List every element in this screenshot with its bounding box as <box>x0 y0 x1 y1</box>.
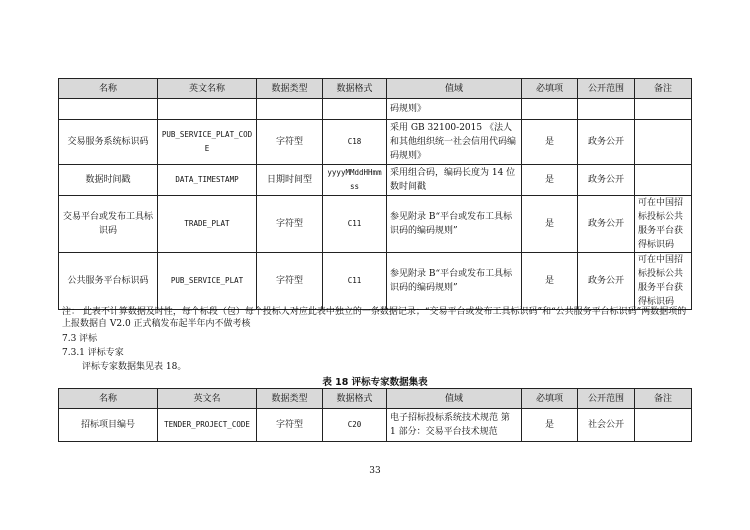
table-cell: 字符型 <box>257 253 323 310</box>
table-cell: 政务公开 <box>578 120 635 165</box>
table-cell: DATA_TIMESTAMP <box>158 165 257 196</box>
table-cell: 是 <box>522 253 578 310</box>
table-note: 注： 此表不计算数据及时性，每个标段（包）每个投标人对应此表中独立的一条数据记录；“交易平台或发布工具标识码”和“公共服务平台标识码”两数据项的上报数据自 V2.0 正式稿发布起半年内不做考核 <box>62 307 687 329</box>
table-cell <box>635 99 692 120</box>
table-cell: 字符型 <box>257 409 323 442</box>
header-cell: 备注 <box>635 79 692 99</box>
header-cell: 备注 <box>635 389 692 409</box>
table-cell: 公共服务平台标识码 <box>59 253 158 310</box>
table-cell: 政务公开 <box>578 165 635 196</box>
header-cell: 必填项 <box>522 79 578 99</box>
table-header-row <box>59 79 692 99</box>
header-cell: 值域 <box>387 79 522 99</box>
data-table-continued <box>58 78 692 310</box>
table-cell: 政务公开 <box>578 253 635 310</box>
table-cell <box>578 99 635 120</box>
table-caption: 表 18 评标专家数据集表 <box>322 377 428 388</box>
table-cell: TENDER_PROJECT_CODE <box>158 409 257 442</box>
table-cell: 招标项目编号 <box>59 409 158 442</box>
table-row <box>59 409 692 442</box>
header-cell: 名称 <box>59 389 158 409</box>
table-row <box>59 253 692 310</box>
table-cell: 社会公开 <box>578 409 635 442</box>
table-cell: C20 <box>323 409 387 442</box>
table-cell <box>257 99 323 120</box>
table-cell: 是 <box>522 165 578 196</box>
header-cell: 数据类型 <box>257 389 323 409</box>
table-cell: 字符型 <box>257 120 323 165</box>
table-cell: 政务公开 <box>578 196 635 253</box>
table-cell <box>158 99 257 120</box>
header-cell: 值域 <box>387 389 522 409</box>
header-cell: 英文名称 <box>158 79 257 99</box>
body-paragraph: 评标专家数据集见表 18。 <box>82 362 187 372</box>
header-cell: 必填项 <box>522 389 578 409</box>
table-cell: 可在中国招标投标公共服务平台获得标识码 <box>635 196 692 253</box>
table-cell <box>635 120 692 165</box>
table-cell: 字符型 <box>257 196 323 253</box>
table-cell: 采用组合码，编码长度为 14 位数时间戳 <box>387 165 522 196</box>
section-heading: 7.3 评标 <box>62 334 98 344</box>
table-row <box>59 196 692 253</box>
table-cell <box>635 409 692 442</box>
header-cell: 英文名 <box>158 389 257 409</box>
table-cell: 可在中国招标投标公共服务平台获得标识码 <box>635 253 692 310</box>
table-cell: 电子招标投标系统技术规范 第 1 部分：交易平台技术规范 <box>387 409 522 442</box>
table-cell: 参见附录 B“平台或发布工具标识码的编码规则” <box>387 196 522 253</box>
table-cell: PUB_SERVICE_PLAT_CODE <box>158 120 257 165</box>
table-cell: yyyyMMddHHmmss <box>323 165 387 196</box>
header-cell: 数据格式 <box>323 389 387 409</box>
table-row <box>59 165 692 196</box>
expert-data-table <box>58 388 692 442</box>
table-cell: 是 <box>522 196 578 253</box>
table-cell: 是 <box>522 409 578 442</box>
table-cell: 交易服务系统标识码 <box>59 120 158 165</box>
table-cell: C11 <box>323 253 387 310</box>
table-cell: 是 <box>522 120 578 165</box>
table-cell <box>522 99 578 120</box>
table-cell: TRADE_PLAT <box>158 196 257 253</box>
table-cell: 码规则》 <box>387 99 522 120</box>
header-cell: 名称 <box>59 79 158 99</box>
table-cell <box>323 99 387 120</box>
table-cell <box>59 99 158 120</box>
table-cell: C11 <box>323 196 387 253</box>
table-cell: 参见附录 B“平台或发布工具标识码的编码规则” <box>387 253 522 310</box>
page-number: 33 <box>369 466 381 476</box>
table-cell: 采用 GB 32100-2015 《法人和其他组织统一社会信用代码编码规则》 <box>387 120 522 165</box>
table-cell <box>635 165 692 196</box>
table-cell: PUB_SERVICE_PLAT <box>158 253 257 310</box>
table-cell: 交易平台或发布工具标识码 <box>59 196 158 253</box>
header-cell: 数据格式 <box>323 79 387 99</box>
subsection-heading: 7.3.1 评标专家 <box>62 348 124 358</box>
header-cell: 公开范围 <box>578 389 635 409</box>
table-row <box>59 99 692 120</box>
table-cell: C18 <box>323 120 387 165</box>
header-cell: 数据类型 <box>257 79 323 99</box>
header-cell: 公开范围 <box>578 79 635 99</box>
table-cell: 日期时间型 <box>257 165 323 196</box>
table-header-row <box>59 389 692 409</box>
table-row <box>59 120 692 165</box>
table-cell: 数据时间戳 <box>59 165 158 196</box>
